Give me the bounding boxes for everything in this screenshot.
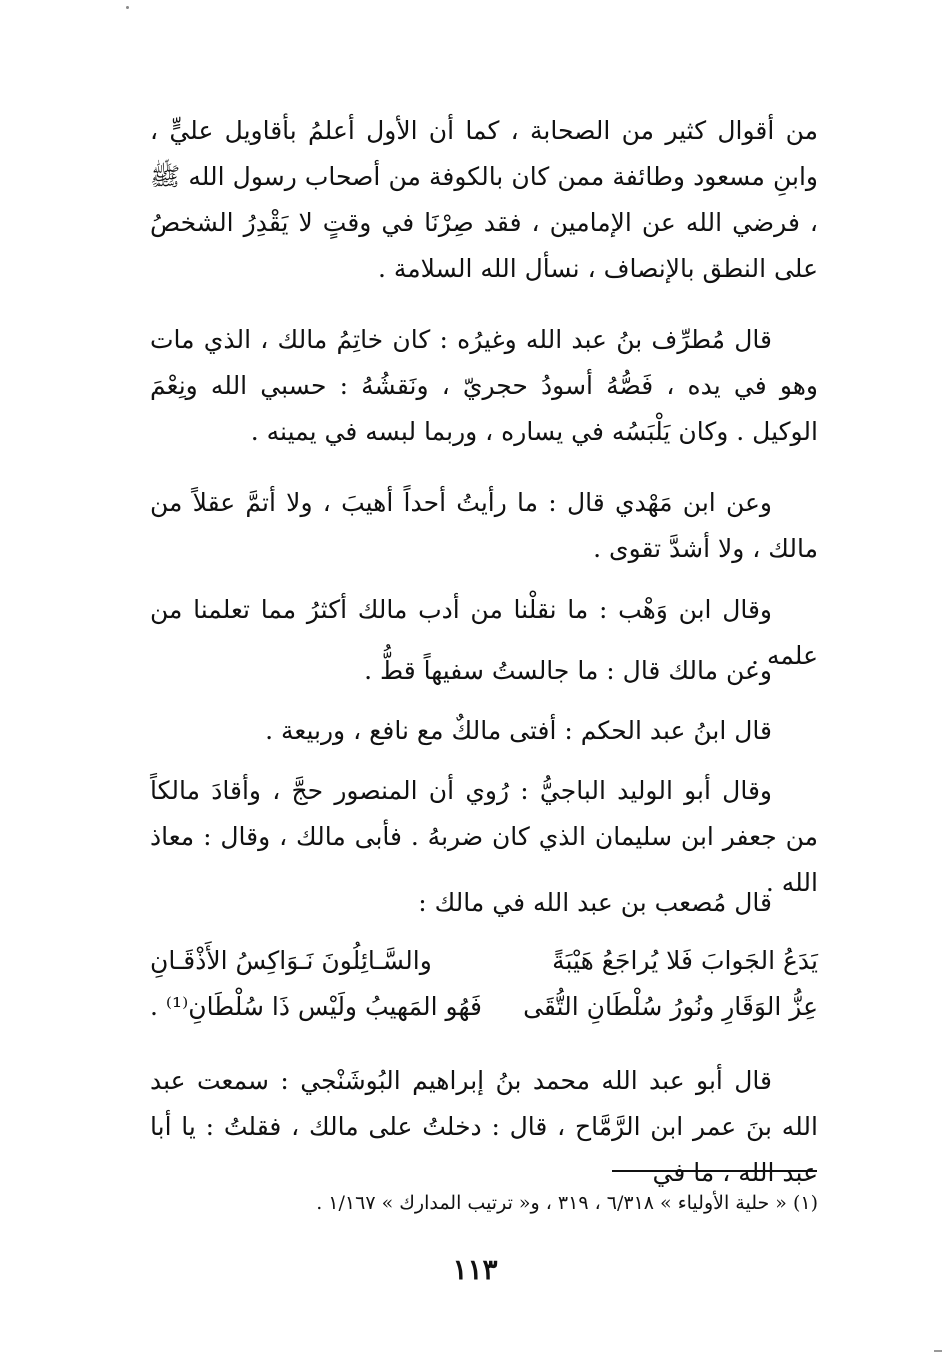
paragraph-ibn-abd-al-hakam: قال ابنُ عبد الحكم : أفتى مالكٌ مع نافع ، وربيعة .: [265, 716, 772, 745]
paragraph-musab-intro: قال مُصعب بن عبد الله في مالك :: [418, 888, 772, 917]
paragraph-malik-saying: وعن مالك قال : ما جالستُ سفيهاً قطُّ .: [364, 656, 772, 685]
poem-block: [150, 938, 818, 1030]
paragraph-mutarrif-ring: قال مُطرِّف بنُ عبد الله وغيرُه : كان خاتِمُ مالك ، الذي مات وهو في يده ، فَصُّهُ أسودُ حجريّ ، ونَقشُهُ : حسبي الله ونِعْمَ الوكيل . وكان يَلْبَسُه في يساره ، وربما لبسه في يمينه .: [150, 325, 818, 446]
poem-hemistich-first: يَدَعُ الجَوابَ فَلا يُراجَعُ هَيْبَةً: [552, 946, 818, 975]
poem-verse: [150, 984, 818, 1030]
paragraph-al-baji: وقال أبو الوليد الباجيُّ : رُوي أن المنصور حجَّ ، وأقادَ مالكاً من جعفر ابن سليمان الذي كان ضربهُ . فأبى مالك ، وقال : معاذ الله .: [150, 776, 818, 897]
poem-verse: [150, 938, 818, 984]
poem-hemistich-second: والسَّـائِلُونَ نَـوَاكِسُ الأَذْقَـانِ: [150, 946, 432, 975]
paragraph-al-bushanji: قال أبو عبد الله محمد بنُ إبراهيم البُوشَنْجي : سمعت عبد الله بنَ عمر ابن الرَّمَّاح ، قال : دخلتُ على مالك ، فقلتُ : يا أبا عبد الله ، ما في: [150, 1066, 818, 1187]
footnote-divider: [612, 1170, 817, 1172]
paragraph-ibn-wahb: وقال ابن وَهْب : ما نقلْنا من أدب مالك أكثرُ مما تعلمنا من علمه .: [150, 595, 818, 670]
footnote: (١) « حلية الأولياء » ٦/٣١٨ ، ٣١٩ ، و« ترتيب المدارك » ١/١٦٧ .: [316, 1192, 818, 1214]
scan-mark: [934, 1350, 942, 1352]
paragraph-continuation: من أقوال كثير من الصحابة ، كما أن الأول أعلمُ بأقاويل عليٍّ ، وابنِ مسعود وطائفة ممن كان بالكوفة من أصحاب رسول الله ﷺ ، فرضي الله عن الإمامين ، فقد صِرْنَا في وقتٍ لا يَقْدِرُ الشخصُ على النطق بالإنصاف ، نسأل الله السلامة .: [150, 116, 818, 283]
scan-speck: [126, 6, 129, 9]
poem-hemistich-second: فَهُو المَهيبُ ولَيْس ذَا سُلْطَانِ⁽¹⁾ .: [150, 992, 482, 1021]
page-number: ١١٣: [452, 1253, 498, 1286]
paragraph-ibn-mahdi: وعن ابن مَهْدي قال : ما رأيتُ أحداً أهيبَ ، ولا أتمَّ عقلاً من مالك ، ولا أشدَّ تقوى .: [150, 488, 818, 563]
poem-hemistich-first: عِزُّ الوَقَارِ ونُورُ سُلْطَانِ التُّقَى: [523, 992, 818, 1021]
